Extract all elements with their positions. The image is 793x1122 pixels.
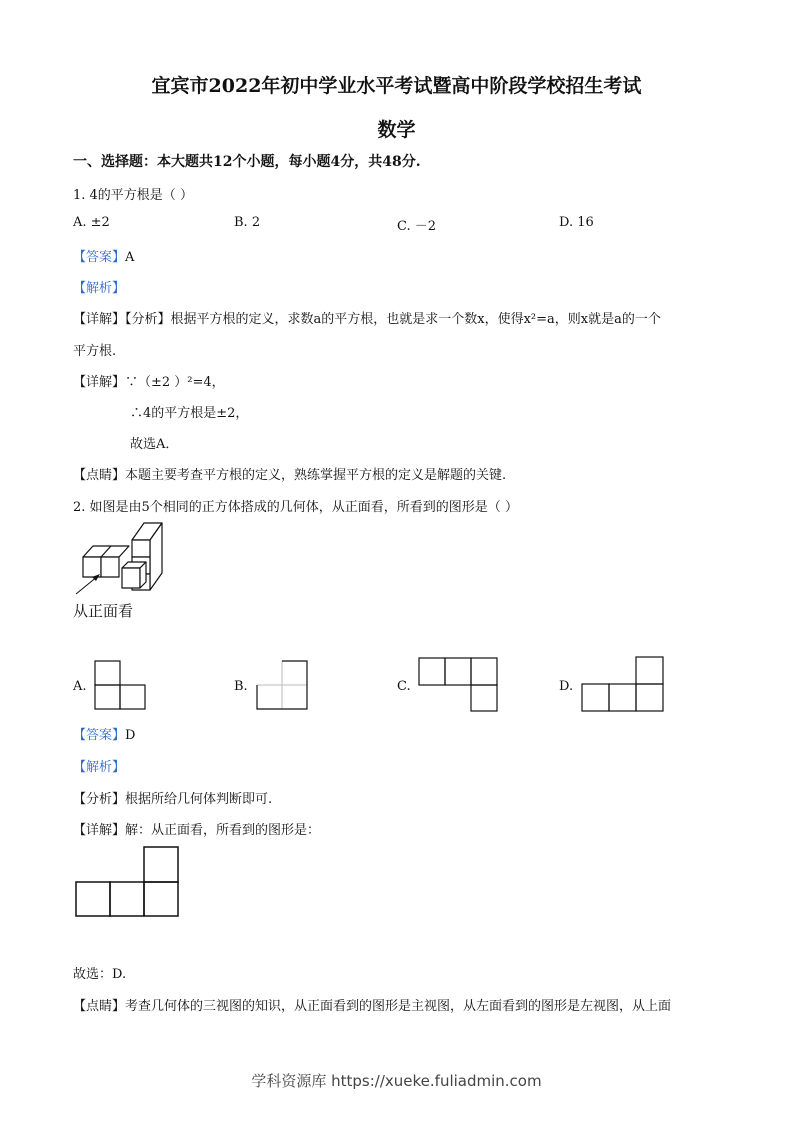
q2-analysis-tag: 【解析】	[73, 760, 126, 775]
grid-square	[471, 658, 497, 685]
q1-option-d: D. 16	[559, 215, 594, 230]
q1-option-a: A. ±2	[73, 215, 110, 230]
q1-detail2-line1: ∵（±2 ）²=4，	[125, 375, 225, 390]
grid-square	[636, 684, 663, 711]
q1-detail2-line3: 故选A．	[130, 437, 179, 452]
grid-square	[95, 661, 120, 685]
q2-answer-value: D	[125, 728, 136, 743]
document-title: 宜宾市2022年初中学业水平考试暨高中阶段学校招生考试	[151, 75, 642, 97]
q2-analysis	[73, 788, 272, 807]
q2-option-d-figure	[581, 656, 665, 712]
grid-square	[419, 658, 445, 685]
grid-square	[110, 882, 144, 916]
q1-comment-tag: 【点睛】	[73, 468, 126, 483]
q2-option-c-figure	[418, 657, 498, 712]
q1-detail1-text: 根据平方根的定义，求数a的平方根，也就是求一个数x，使得x²=a，则x就是a的一个	[170, 312, 661, 327]
q1-detail2	[73, 371, 225, 390]
q2-option-b-label: B.	[234, 679, 248, 694]
q1-stem: 1. 4的平方根是（ ）	[73, 188, 193, 203]
figure-caption: 从正面看	[73, 602, 134, 620]
grid-square	[76, 882, 110, 916]
grid-square	[609, 684, 636, 711]
q1-detail1	[73, 308, 661, 327]
q2-detail	[73, 819, 320, 838]
q2-comment-text: 考查几何体的三视图的知识，从正面看到的图形是主视图，从左面看到的图形是左视图，从上面	[125, 999, 672, 1014]
q1-detail2-line2: ∴4的平方根是±2，	[130, 406, 249, 421]
grid-square	[636, 657, 663, 684]
cube-front-face	[122, 568, 140, 588]
q2-option-c-label: C.	[397, 679, 411, 694]
q2-analysis-label: 【分析】	[73, 792, 126, 807]
q1-answer-value: A	[125, 250, 135, 265]
grid-square	[95, 685, 120, 709]
q1-detail1-cont: 平方根.	[73, 344, 117, 359]
grid-square	[144, 847, 178, 882]
q1-answer-tag: 【答案】	[73, 250, 126, 265]
document-subtitle: 数学	[377, 119, 416, 141]
cube-front-face	[83, 557, 101, 577]
q2-option-a-label: A.	[73, 679, 87, 694]
q2-comment	[73, 995, 671, 1014]
q1-comment	[73, 464, 506, 483]
q1-detail2-tag: 【详解】	[73, 375, 126, 390]
q2-detail-text: 解：从正面看，所看到的图形是：	[125, 823, 321, 838]
footer-watermark: 学科资源库 https://xueke.fuliadmin.com	[251, 1072, 542, 1090]
cube-front-face	[101, 557, 119, 577]
q2-answer-tag: 【答案】	[73, 728, 126, 743]
q2-option-a-figure	[94, 660, 146, 710]
q1-option-c: C. －2	[397, 219, 437, 234]
cube-solid-figure	[70, 518, 180, 600]
grid-square	[445, 658, 471, 685]
grid-square	[120, 685, 145, 709]
q2-comment-tag: 【点睛】	[73, 999, 126, 1014]
q1-option-b: B. 2	[234, 215, 261, 230]
section-heading: 一、选择题：本大题共12个小题，每小题4分，共48分.	[73, 154, 421, 170]
q2-option-b-figure	[256, 660, 308, 710]
q2-analysis-text: 根据所给几何体判断即可.	[125, 792, 273, 807]
q2-solution-figure	[74, 846, 180, 918]
q2-conclusion: 故选：D.	[73, 967, 127, 982]
q1-comment-text: 本题主要考查平方根的定义，熟练掌握平方根的定义是解题的关键.	[125, 468, 507, 483]
q1-analysis-tag: 【解析】	[73, 281, 126, 296]
q2-stem: 2. 如图是由5个相同的正方体搭成的几何体，从正面看，所看到的图形是（ ）	[73, 500, 518, 515]
cube-front-face	[132, 540, 150, 557]
q1-answer	[73, 246, 134, 265]
grid-square	[144, 882, 178, 916]
grid-square	[582, 684, 609, 711]
grid-square	[471, 685, 497, 711]
q2-option-d-label: D.	[559, 679, 574, 694]
q2-detail-tag: 【详解】	[73, 823, 126, 838]
q1-detail1-tag: 【详解】【分析】	[73, 312, 171, 327]
q2-answer	[73, 724, 135, 743]
